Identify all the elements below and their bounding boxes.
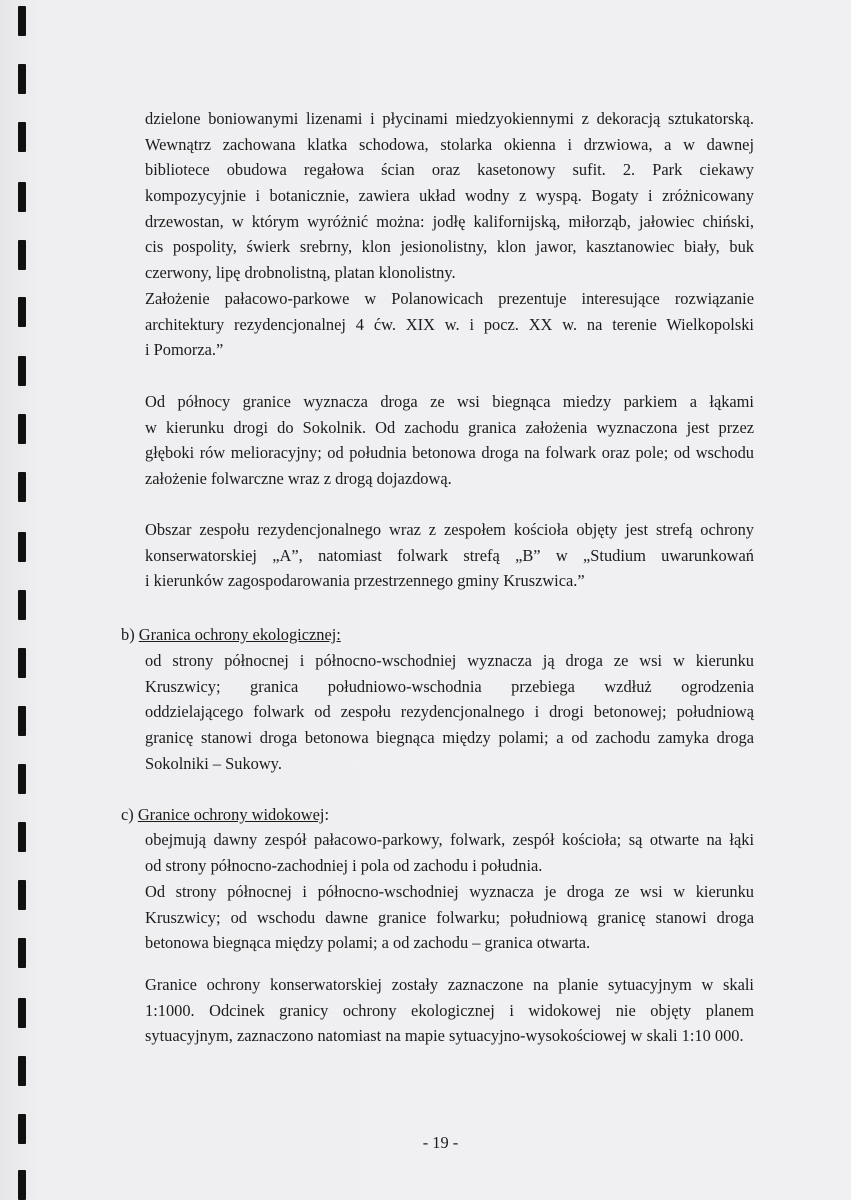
- section-c-suffix: :: [324, 805, 330, 824]
- binding-hole: [18, 182, 26, 212]
- binding-hole: [18, 764, 26, 794]
- section-b-heading: [121, 622, 341, 648]
- text-line: 1:1000. Odcinek granicy ochrony ekologicznej i widokowej nie objęty planem: [145, 1000, 754, 1020]
- binding-hole: [18, 880, 26, 910]
- paragraph-8: [145, 972, 754, 1049]
- text-line: od strony północno-zachodniej i pola od zachodu i południa.: [145, 855, 543, 875]
- text-line: sytuacyjnym, zaznaczono natomiast na mapie sytuacyjno-wysokościowej w skali 1:10 000.: [145, 1026, 744, 1046]
- binding-hole: [18, 1056, 26, 1086]
- text-line: w kierunku drogi do Sokolnik. Od zachodu granica założenia wyznaczona jest przez: [145, 417, 754, 437]
- binding-hole: [18, 938, 26, 968]
- text-line: architektury rezydencjonalnej 4 ćw. XIX w. i pocz. XX w. na terenie Wielkopolski: [145, 314, 754, 334]
- binding-hole: [18, 414, 26, 444]
- binding-hole: [18, 122, 26, 152]
- binding-hole: [18, 240, 26, 270]
- binding-hole: [18, 6, 26, 36]
- text-line: Założenie pałacowo-parkowe w Polanowicach prezentuje interesujące rozwiązanie: [145, 289, 754, 308]
- text-line: założenie folwarczne wraz z drogą dojazdową.: [145, 469, 452, 489]
- text-line: cis pospolity, świerk srebrny, klon jesionolistny, klon jawor, kasztanowiec biały, buk: [145, 237, 754, 257]
- text-line: Granice ochrony konserwatorskiej zostały zaznaczone na planie sytuacyjnym w skali: [145, 975, 754, 994]
- section-b-title: Granica ochrony ekologicznej:: [138, 625, 341, 644]
- binding-hole: [18, 472, 26, 502]
- paragraph-2: [145, 286, 754, 363]
- section-b-marker: b): [121, 625, 139, 644]
- text-line: Obszar zespołu rezydencjonalnego wraz z zespołem kościoła objęty jest strefą ochrony: [145, 520, 754, 539]
- text-line: Wewnątrz zachowana klatka schodowa, stolarka okienna i drzwiowa, a w dawnej: [145, 134, 754, 154]
- text-line: betonowa biegnąca między polami; a od zachodu – granica otwarta.: [145, 933, 591, 953]
- text-line: i Pomorza.”: [145, 340, 224, 360]
- binding-hole: [18, 822, 26, 852]
- text-line: czerwony, lipę drobnolistną, platan klonolistny.: [145, 263, 456, 283]
- binding-hole: [18, 356, 26, 386]
- text-line: Sokolniki – Sukowy.: [145, 753, 282, 773]
- paragraph-1: [145, 106, 754, 286]
- binding-hole: [18, 648, 26, 678]
- binding-hole: [18, 297, 26, 327]
- text-line: oddzielającego folwark od zespołu rezydencjonalnego i drogi betonowej; południową: [145, 702, 754, 722]
- paragraph-3: [145, 389, 754, 492]
- text-line: granicę stanowi droga betonowa biegnąca między polami; a od zachodu zamyka droga: [145, 728, 754, 748]
- text-line: Od północy granice wyznacza droga ze wsi biegnąca miedzy parkiem a łąkami: [145, 392, 754, 411]
- binding-hole: [18, 590, 26, 620]
- text-line: kompozycyjnie i botanicznie, zawiera układ wodny z wyspą. Bogaty i zróżnicowany: [145, 186, 754, 206]
- section-c-heading: [121, 802, 329, 828]
- paragraph-7: [145, 879, 754, 956]
- text-line: głęboki rów melioracyjny; od południa betonowa droga na folwark oraz pole; od wschodu: [145, 443, 754, 463]
- binding-holes: [0, 0, 40, 1200]
- binding-hole: [18, 998, 26, 1028]
- binding-hole: [18, 706, 26, 736]
- page-number: - 19 -: [422, 1133, 459, 1152]
- binding-hole: [18, 64, 26, 94]
- section-c-title: Granice ochrony widokowej: [137, 805, 325, 824]
- text-line: bibliotece obudowa regałowa ścian oraz kasetonowy sufit. 2. Park ciekawy: [145, 160, 754, 180]
- text-line: Od strony północnej i północno-wschodniej wyznacza je droga ze wsi w kierunku: [145, 882, 754, 901]
- text-line: Kruszwicy; od wschodu dawne granice folwarku; południową granicę stanowi droga: [145, 907, 754, 927]
- paragraph-6: [145, 827, 754, 878]
- text-line: konserwatorskiej „A”, natomiast folwark strefą „B” w „Studium uwarunkowań: [145, 545, 754, 565]
- text-line: drzewostan, w którym wyróżnić można: jodłę kalifornijską, miłorząb, jałowiec chiński,: [145, 211, 754, 231]
- section-c-marker: c): [121, 805, 138, 824]
- text-line: obejmują dawny zespół pałacowo-parkowy, folwark, zespół kościoła; są otwarte na łąki: [145, 830, 754, 849]
- paragraph-5: [145, 648, 754, 776]
- text-line: Kruszwicy; granica południowo-wschodnia przebiega wzdłuż ogrodzenia: [145, 676, 754, 696]
- paragraph-4: [145, 517, 754, 594]
- text-line: i kierunków zagospodarowania przestrzennego gminy Kruszwica.”: [145, 571, 585, 591]
- binding-hole: [18, 1170, 26, 1200]
- text-line: dzielone boniowanymi lizenami i płycinami miedzyokiennymi z dekoracją sztukatorską.: [145, 109, 754, 128]
- binding-hole: [18, 532, 26, 562]
- text-line: od strony północnej i północno-wschodniej wyznacza ją droga ze wsi w kierunku: [145, 651, 754, 670]
